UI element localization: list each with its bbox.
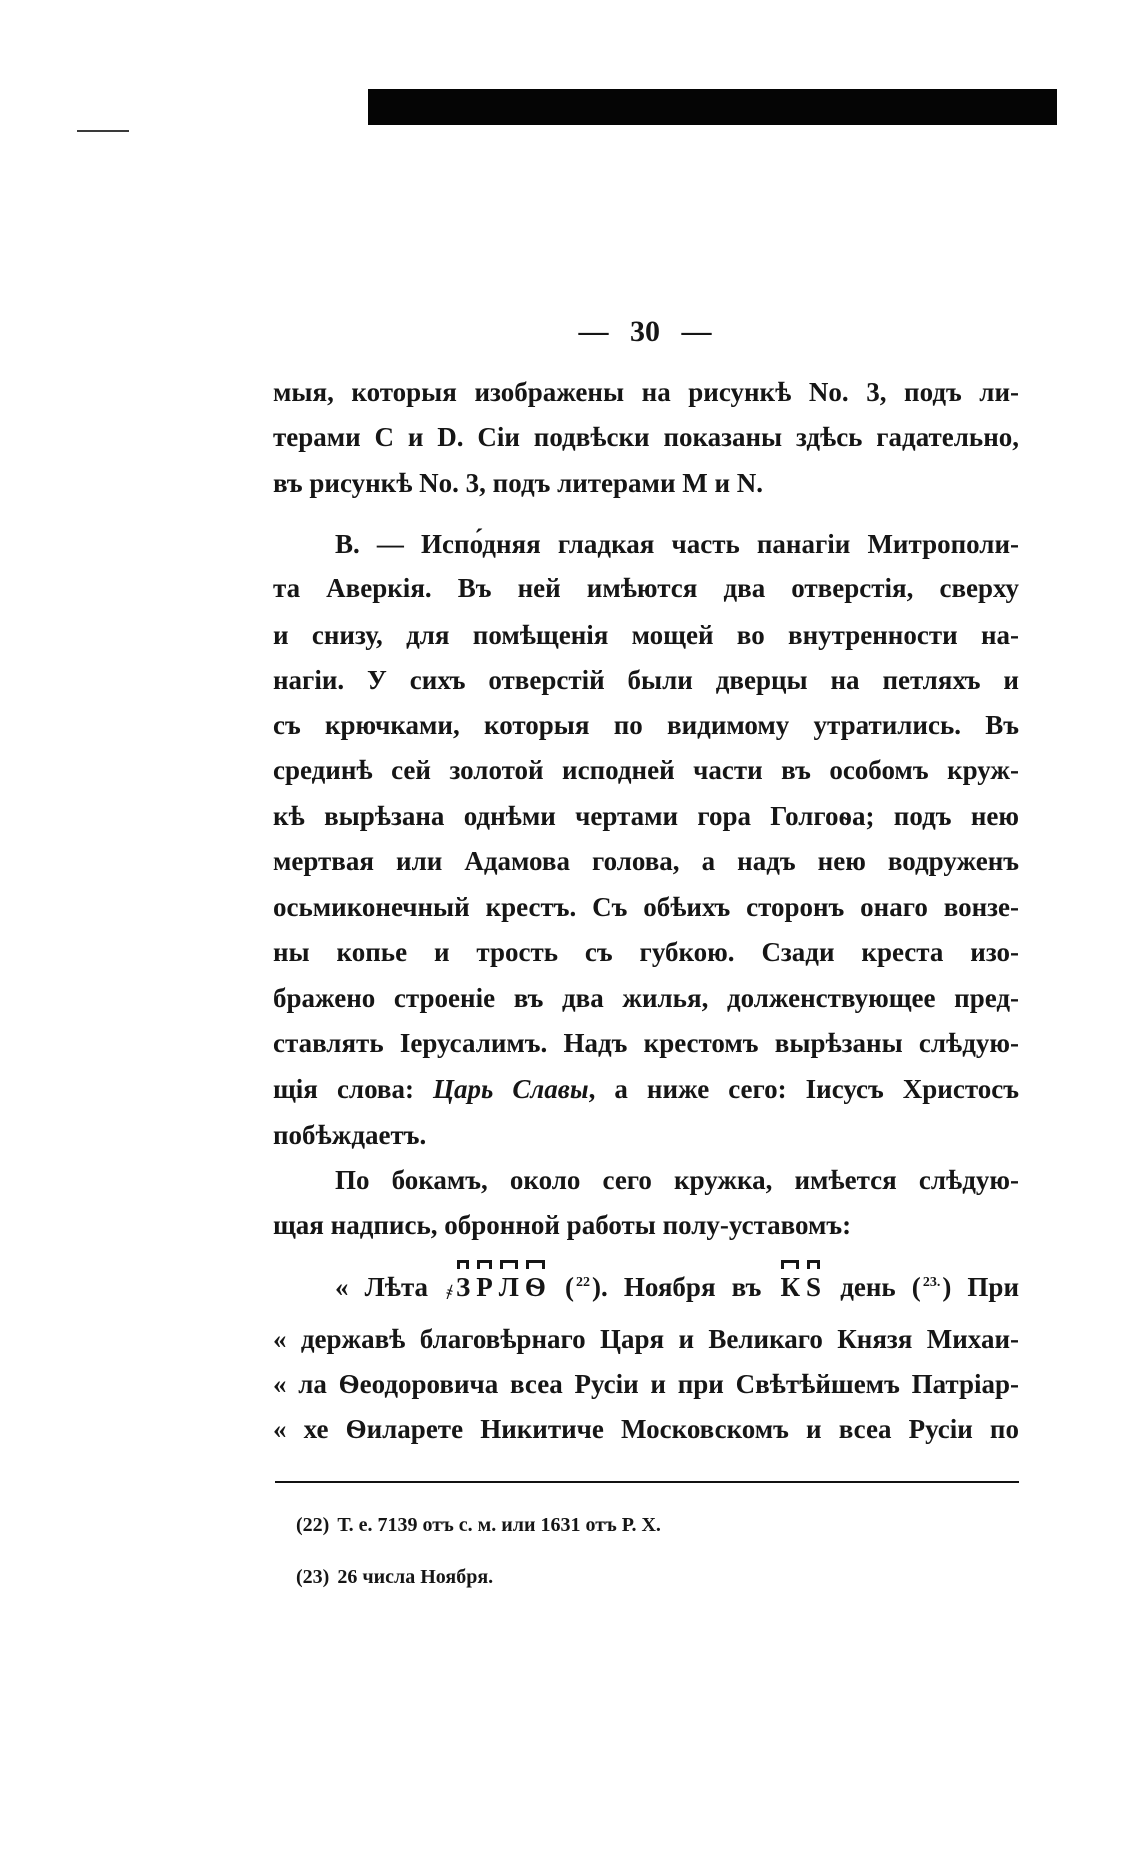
footnote-text: 26 числа Ноября. xyxy=(337,1566,494,1588)
slavonic-numeral: Ѕ xyxy=(806,1269,821,1305)
text-line: въ рисункѣ No. 3, подъ литерами M и N. xyxy=(273,468,764,498)
text-line: « хе Ѳиларете Никитиче Московскомъ и всеа Русіи по xyxy=(273,1414,1019,1444)
thousands-sign: ҂ xyxy=(446,1282,453,1304)
text-line: кѣ вырѣзана однѣми чертами гора Голгоѳа; подъ нею xyxy=(273,801,1019,831)
footnote-mark: (22) xyxy=(296,1514,330,1536)
text-line: и снизу, для помѣщенія мощей во внутренности на- xyxy=(273,620,1019,650)
text-line: срединѣ сей золотой исподней части въ особомъ круж- xyxy=(273,755,1019,785)
text-segment: « Лѣта xyxy=(335,1272,445,1302)
text-line: « ла Ѳеодоровича всеа Русіи и при Свѣтѣйшемъ Патріар- xyxy=(273,1369,1019,1399)
text-line: осьмиконечный крестъ. Съ обѣихъ сторонъ онаго вонзе- xyxy=(273,892,1019,922)
page-number: — 30 — xyxy=(578,315,712,348)
footnote xyxy=(296,1563,493,1591)
footnote-ref: 23. xyxy=(922,1275,941,1290)
text-line: « державѣ благовѣрнаго Царя и Великаго Князя Михаи- xyxy=(273,1324,1019,1354)
footnote xyxy=(296,1511,661,1539)
inscription-line xyxy=(335,1269,1019,1311)
text-line: В. — Испо́дняя гладкая часть панагіи Митрополи- xyxy=(335,529,1019,559)
text-line xyxy=(273,1071,1019,1107)
text-segment: , а ниже сего: Іисусъ Христосъ xyxy=(588,1074,1019,1104)
text-line: съ крючками, которыя по видимому утратились. Въ xyxy=(273,710,1019,740)
text-line: та Аверкія. Въ ней имѣются два отверстія, сверху xyxy=(273,573,1019,603)
italic-inscription: Царь Славы xyxy=(433,1074,589,1104)
text-segment: щія слова: xyxy=(273,1074,434,1104)
slavonic-numeral: Р xyxy=(476,1269,493,1305)
footnote-divider xyxy=(275,1481,1019,1483)
text-line: терами C и D. Сіи подвѣски показаны здѣсь гадательно, xyxy=(273,422,1019,452)
footnote-text: Т. е. 7139 отъ с. м. или 1631 отъ Р. Х. xyxy=(337,1514,661,1536)
text-line: нагіи. У сихъ отверстій были дверцы на петляхъ и xyxy=(273,665,1019,695)
text-line: мертвая или Адамова голова, а надъ нею водруженъ xyxy=(273,846,1019,876)
footnote-mark: (23) xyxy=(296,1566,330,1588)
text-segment: ( xyxy=(548,1272,574,1302)
text-line: побѣждаетъ. xyxy=(273,1120,427,1150)
text-segment: ). Ноября въ xyxy=(591,1272,778,1302)
text-line: ставлять Іерусалимъ. Надъ крестомъ вырѣзаны слѣдую- xyxy=(273,1028,1019,1058)
footnote-ref: 22 xyxy=(575,1275,590,1290)
text-line: щая надпись, обронной работы полу-уставомъ: xyxy=(273,1210,852,1240)
text-segment: ) При xyxy=(942,1272,1020,1302)
redaction-bar xyxy=(368,89,1057,125)
text-line: ны копье и трость съ губкою. Сзади креста изо- xyxy=(273,937,1019,967)
text-line: мыя, которыя изображены на рисункѣ No. 3, подъ ли- xyxy=(273,377,1019,407)
slavonic-numeral: К xyxy=(780,1269,800,1305)
slavonic-numeral: З xyxy=(456,1269,470,1305)
slavonic-numeral: Ѳ xyxy=(525,1269,546,1305)
text-segment: день ( xyxy=(824,1272,921,1302)
text-line: По бокамъ, около сего кружка, имѣется слѣдую- xyxy=(335,1165,1019,1195)
text-line: бражено строеніе въ два жилья, долженствующее пред- xyxy=(273,983,1019,1013)
scan-mark xyxy=(77,130,129,132)
slavonic-numeral: Л xyxy=(499,1269,519,1305)
